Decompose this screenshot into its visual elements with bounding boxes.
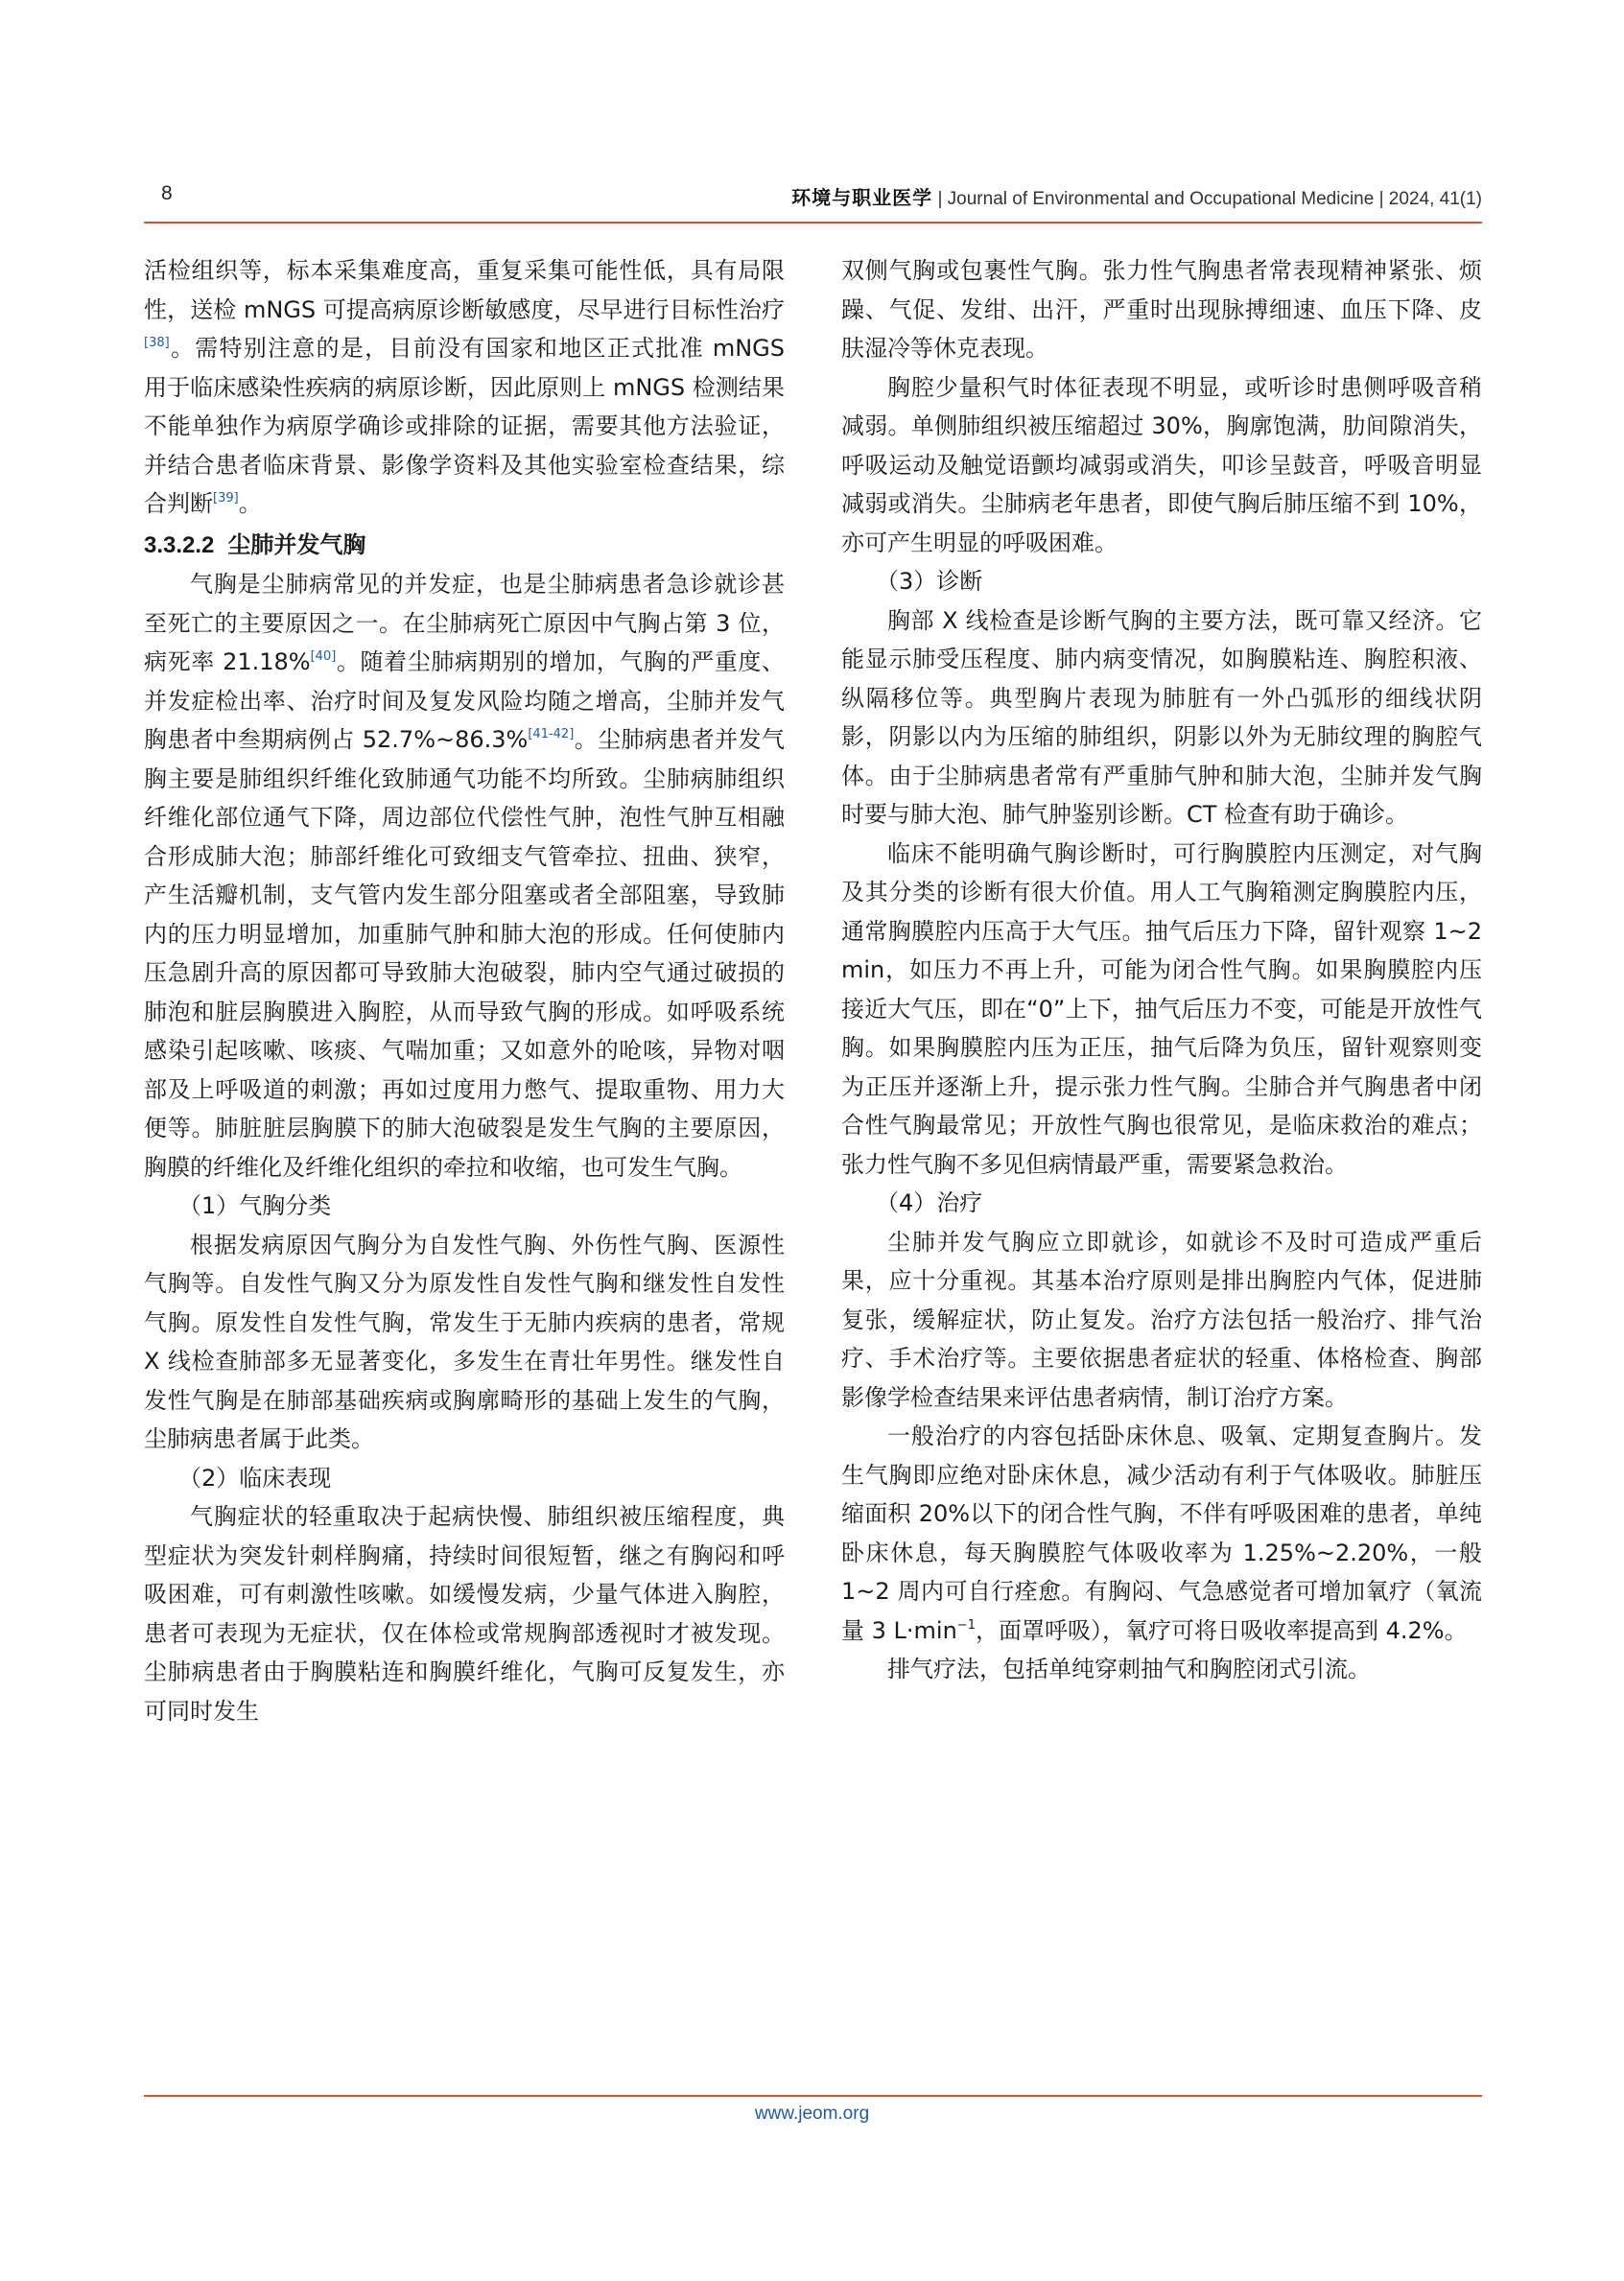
subsection-label: （3）诊断 [876, 568, 983, 595]
paragraph: 气胸是尘肺病常见的并发症，也是尘肺病患者急诊就诊甚至死亡的主要原因之一。在尘肺病死亡原因中气胸占第 3 位，病死率 21.18%[40]。随着尘肺病期别的增加，气胸的严重度、并发症检出率、治疗时间及复发风险均随之增高，尘肺并发气胸患者中叁期病例占 52.7%~86.3%[41-42]。尘肺病患者并发气胸主要是肺组织纤维化致肺通气功能不均所致。尘肺病肺组织纤维化部位通气下降，周边部位代偿性气肿，泡性气肿互相融合形成肺大泡；肺部纤维化可致细支气管牵拉、扭曲、狭窄，产生活瓣机制，支气管内发生部分阻塞或者全部阻塞，导致肺内的压力明显增加，加重肺气肿和肺大泡的形成。任何使肺内压急剧升高的原因都可导致肺大泡破裂，肺内空气通过破损的肺泡和脏层胸膜进入胸腔，从而导致气胸的形成。如呼吸系统感染引起咳嗽、咳痰、气喘加重；又如意外的呛咳，异物对咽部及上呼吸道的刺激；再如过度用力憋气、提取重物、用力大便等。肺脏脏层胸膜下的肺大泡破裂是发生气胸的主要原因，胸膜的纤维化及纤维化组织的牵拉和收缩，也可发生气胸。 [144, 571, 786, 1181]
subsection-label: （2）临床表现 [178, 1464, 332, 1492]
citation-link[interactable]: [39] [213, 491, 239, 506]
journal-title-en: | Journal of Environmental and Occupational Medicine | 2024, 41(1) [937, 189, 1482, 209]
paragraph: 临床不能明确气胸诊断时，可行胸膜腔内压测定，对气胸及其分类的诊断有很大价值。用人工气胸箱测定胸膜腔内压，通常胸膜腔内压高于大气压。抽气后压力下降，留针观察 1~2 min，如压力不再上升，可能为闭合性气胸。如果胸膜腔内压接近大气压，即在“0”上下，抽气后压力不变，可能是开放性气胸。如果胸膜腔内压为正压，抽气后降为负压，留针观察则变为正压并逐渐上升，提示张力性气胸。尘肺合并气胸患者中闭合性气胸最常见；开放性气胸也很常见，是临床救治的难点；张力性气胸不多见但病情最严重，需要紧急救治。 [841, 839, 1482, 1178]
section-heading: 3.3.2.2 尘肺并发气胸 [144, 530, 366, 558]
subsection-label: （4）治疗 [876, 1189, 983, 1216]
page-number: 8 [161, 182, 173, 204]
paragraph: 根据发病原因气胸分为自发性气胸、外伤性气胸、医源性气胸等。自发性气胸又分为原发性自发性气胸和继发性自发性气胸。原发性自发性气胸，常发生于无肺内疾病的患者，常规 X 线检查肺部多无显著变化，多发生在青壮年男性。继发性自发性气胸是在肺部基础疾病或胸廓畸形的基础上发生的气胸，尘肺病患者属于此类。 [144, 1231, 785, 1452]
paragraph: 一般治疗的内容包括卧床休息、吸氧、定期复查胸片。发生气胸即应绝对卧床休息，减少活动有利于气体吸收。肺脏压缩面积 20%以下的闭合性气胸，不伴有呼吸困难的患者，单纯卧床休息，每天胸膜腔气体吸收率为 1.25%~2.20%，一般 1~2 周内可自行痊愈。有胸闷、气急感觉者可增加氧疗（氧流量 3 $L\cdot\min^{-1}$，面罩呼吸），氧疗可将日吸收率提高到 4.2%。 [841, 1423, 1482, 1644]
footer-url-link[interactable]: www.jeom.org [754, 2104, 870, 2124]
left-column [144, 251, 785, 1730]
right-column [841, 251, 1482, 1689]
paragraph: 尘肺并发气胸应立即就诊，如就诊不及时可造成严重后果，应十分重视。其基本治疗原则是排出胸腔内气体，促进肺复张，缓解症状，防止复发。治疗方法包括一般治疗、排气治疗、手术治疗等。主要依据患者症状的轻重、体格检查、胸部影像学检查结果来评估患者病情，制订治疗方案。 [841, 1228, 1482, 1411]
paragraph: 排气疗法，包括单纯穿刺抽气和胸腔闭式引流。 [887, 1656, 1371, 1682]
citation-link[interactable]: [38] [144, 336, 170, 350]
page-header [144, 182, 1482, 221]
paragraph: 胸部 X 线检查是诊断气胸的主要方法，既可靠又经济。它能显示肺受压程度、肺内病变情况，如胸膜粘连、胸腔积液、纵隔移位等。典型胸片表现为肺脏有一外凸弧形的细线状阴影，阴影以内为压缩的肺组织，阴影以外为无肺纹理的胸腔气体。由于尘肺病患者常有严重肺气肿和肺大泡，尘肺并发气胸时要与肺大泡、肺气肿鉴别诊断。CT 检查有助于确诊。 [841, 606, 1482, 828]
footer-rule [144, 2095, 1482, 2097]
subsection-label: （1）气胸分类 [178, 1192, 332, 1219]
citation-link[interactable]: [41-42] [528, 727, 575, 741]
header-rule [144, 222, 1482, 223]
citation-link[interactable]: [40] [310, 649, 337, 664]
paragraph: 活检组织等，标本采集难度高，重复采集可能性低，具有局限性，送检 mNGS 可提高病原诊断敏感度，尽早进行目标性治疗[38]。需特别注意的是，目前没有国家和地区正式批准 mNGS 用于临床感染性疾病的病原诊断，因此原则上 mNGS 检测结果不能单独作为病原学确诊或排除的证据，需要其他方法验证，并结合患者临床背景、影像学资料及其他实验室检查结果，综合判断[39]。 [144, 257, 785, 517]
paragraph: 胸腔少量积气时体征表现不明显，或听诊时患侧呼吸音稍减弱。单侧肺组织被压缩超过 30%，胸廓饱满，肋间隙消失，呼吸运动及触觉语颤均减弱或消失，叩诊呈鼓音，呼吸音明显减弱或消失。尘肺病老年患者，即使气胸后肺压缩不到 10%，亦可产生明显的呼吸困难。 [841, 373, 1482, 556]
paragraph: 双侧气胸或包裹性气胸。张力性气胸患者常表现精神紧张、烦躁、气促、发绀、出汗，严重时出现脉搏细速、血压下降、皮肤湿冷等休克表现。 [841, 257, 1482, 362]
journal-running-head [791, 182, 1482, 210]
journal-title-cn: 环境与职业医学 [791, 186, 933, 209]
paragraph: 气胸症状的轻重取决于起病快慢、肺组织被压缩程度，典型症状为突发针刺样胸痛，持续时间很短暂，继之有胸闷和呼吸困难，可有刺激性咳嗽。如缓慢发病，少量气体进入胸腔，患者可表现为无症状，仅在体检或常规胸部透视时才被发现。尘肺病患者由于胸膜粘连和胸膜纤维化，气胸可反复发生，亦可同时发生 [144, 1503, 785, 1725]
